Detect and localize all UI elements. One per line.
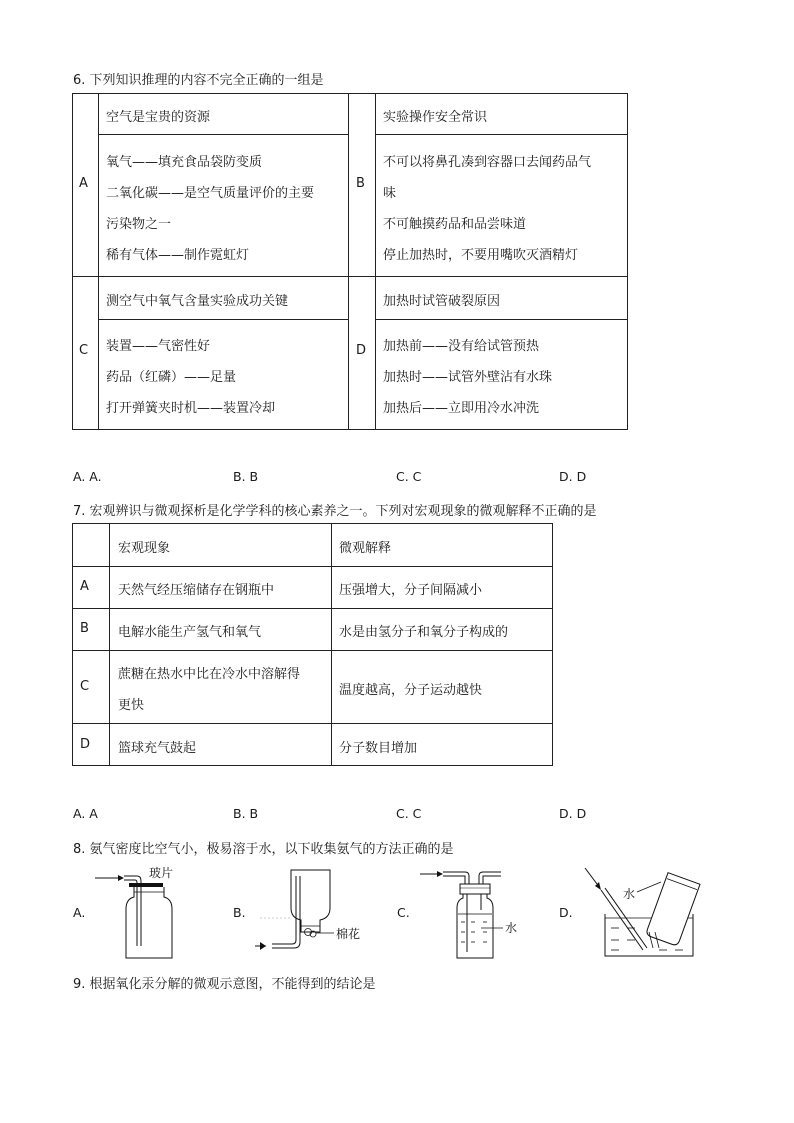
q6-b-line: 不可触摸药品和品尝味道 xyxy=(383,217,527,232)
q7-row-micro: 压强增大，分子间隔减小 xyxy=(339,583,483,598)
divider xyxy=(98,93,99,430)
divider xyxy=(72,650,553,651)
q6-c-head: 测空气中氧气含量实验成功关键 xyxy=(106,294,289,309)
q6-b-line: 不可以将鼻孔凑到容器口去闻药品气 xyxy=(383,155,592,170)
q6-a-line: 氧气——填充食品袋防变质 xyxy=(106,155,263,170)
divider xyxy=(109,523,110,766)
q6-c-line: 装置——气密性好 xyxy=(106,339,211,354)
q7-table-frame xyxy=(72,523,553,766)
q6-a-line: 稀有气体——制作霓虹灯 xyxy=(106,248,250,263)
q9-stem: 9. 根据氧化汞分解的微观示意图，不能得到的结论是 xyxy=(73,977,376,992)
divider xyxy=(72,276,628,277)
glass-slide-label: 玻片 xyxy=(149,866,174,880)
q6-option-b[interactable]: B. B xyxy=(233,469,259,484)
q6-letter-a: A xyxy=(79,176,88,191)
q7-row-letter: A xyxy=(80,579,89,594)
q7-option-c[interactable]: C. C xyxy=(396,806,422,821)
q6-d-line: 加热后——立即用冷水冲洗 xyxy=(383,401,540,416)
q7-row-macro: 篮球充气鼓起 xyxy=(118,741,197,756)
q7-header-micro: 微观解释 xyxy=(339,541,392,556)
q7-option-a[interactable]: A. A xyxy=(73,806,98,821)
water-label-c: 水 xyxy=(505,921,518,935)
q7-row-micro: 水是由氢分子和氧分子构成的 xyxy=(339,625,509,640)
q7-row-letter: D xyxy=(80,737,91,752)
q7-row-macro-cont: 更快 xyxy=(118,698,145,713)
divider xyxy=(331,523,332,766)
q6-b-line: 停止加热时，不要用嘴吹灭酒精灯 xyxy=(383,248,579,263)
q6-letter-c: C xyxy=(79,343,89,358)
q7-row-letter: C xyxy=(80,679,90,694)
q6-a-line: 污染物之一 xyxy=(106,217,172,232)
q7-row-macro: 天然气经压缩储存在钢瓶中 xyxy=(118,583,275,598)
q6-option-d[interactable]: D. D xyxy=(559,469,587,484)
q6-a-line: 二氧化碳——是空气质量评价的主要 xyxy=(106,186,315,201)
q7-row-macro: 蔗糖在热水中比在冷水中溶解得 xyxy=(118,667,301,682)
q6-d-line: 加热前——没有给试管预热 xyxy=(383,339,540,354)
cotton-label: 棉花 xyxy=(336,927,361,941)
q6-b-head: 实验操作安全常识 xyxy=(383,110,488,125)
apparatus-c-icon[interactable] xyxy=(415,866,535,962)
divider xyxy=(72,608,553,609)
divider xyxy=(348,93,349,430)
q6-a-head: 空气是宝贵的资源 xyxy=(106,110,211,125)
q6-d-line: 加热时——试管外壁沾有水珠 xyxy=(383,370,553,385)
q7-option-d[interactable]: D. D xyxy=(559,806,587,821)
q7-row-letter: B xyxy=(80,621,89,636)
q6-letter-b: B xyxy=(356,176,365,191)
q6-d-head: 加热时试管破裂原因 xyxy=(383,294,501,309)
q7-stem: 7. 宏观辨识与微观探析是化学学科的核心素养之一。下列对宏观现象的微观解释不正确的是 xyxy=(73,504,597,519)
q6-c-line: 药品（红磷）——足量 xyxy=(106,370,237,385)
q8-option-a[interactable]: A. xyxy=(73,905,86,920)
q8-option-d[interactable]: D. xyxy=(559,905,573,920)
apparatus-d-icon[interactable] xyxy=(575,862,715,962)
apparatus-b-icon[interactable] xyxy=(250,866,380,962)
water-label-d: 水 xyxy=(623,887,636,901)
divider xyxy=(375,134,628,135)
divider xyxy=(72,566,553,567)
q8-stem: 8. 氨气密度比空气小，极易溶于水，以下收集氨气的方法正确的是 xyxy=(73,842,454,857)
q6-stem: 6. 下列知识推理的内容不完全正确的一组是 xyxy=(73,73,324,88)
q7-row-micro: 温度越高，分子运动越快 xyxy=(339,683,483,698)
q6-option-a[interactable]: A. A. xyxy=(73,469,102,484)
q6-b-line: 味 xyxy=(383,186,397,201)
divider xyxy=(375,319,628,320)
q7-header-macro: 宏观现象 xyxy=(118,541,171,556)
divider xyxy=(98,319,348,320)
divider xyxy=(98,134,348,135)
q6-letter-d: D xyxy=(356,343,367,358)
q6-c-line: 打开弹簧夹时机——装置冷却 xyxy=(106,401,276,416)
q7-row-macro: 电解水能生产氢气和氧气 xyxy=(118,625,262,640)
apparatus-a-icon[interactable] xyxy=(90,864,190,960)
q8-option-c[interactable]: C. xyxy=(397,905,410,920)
q8-option-b[interactable]: B. xyxy=(233,905,246,920)
divider xyxy=(375,93,376,430)
divider xyxy=(72,723,553,724)
q6-option-c[interactable]: C. C xyxy=(396,469,422,484)
q7-row-micro: 分子数目增加 xyxy=(339,741,418,756)
q7-option-b[interactable]: B. B xyxy=(233,806,259,821)
